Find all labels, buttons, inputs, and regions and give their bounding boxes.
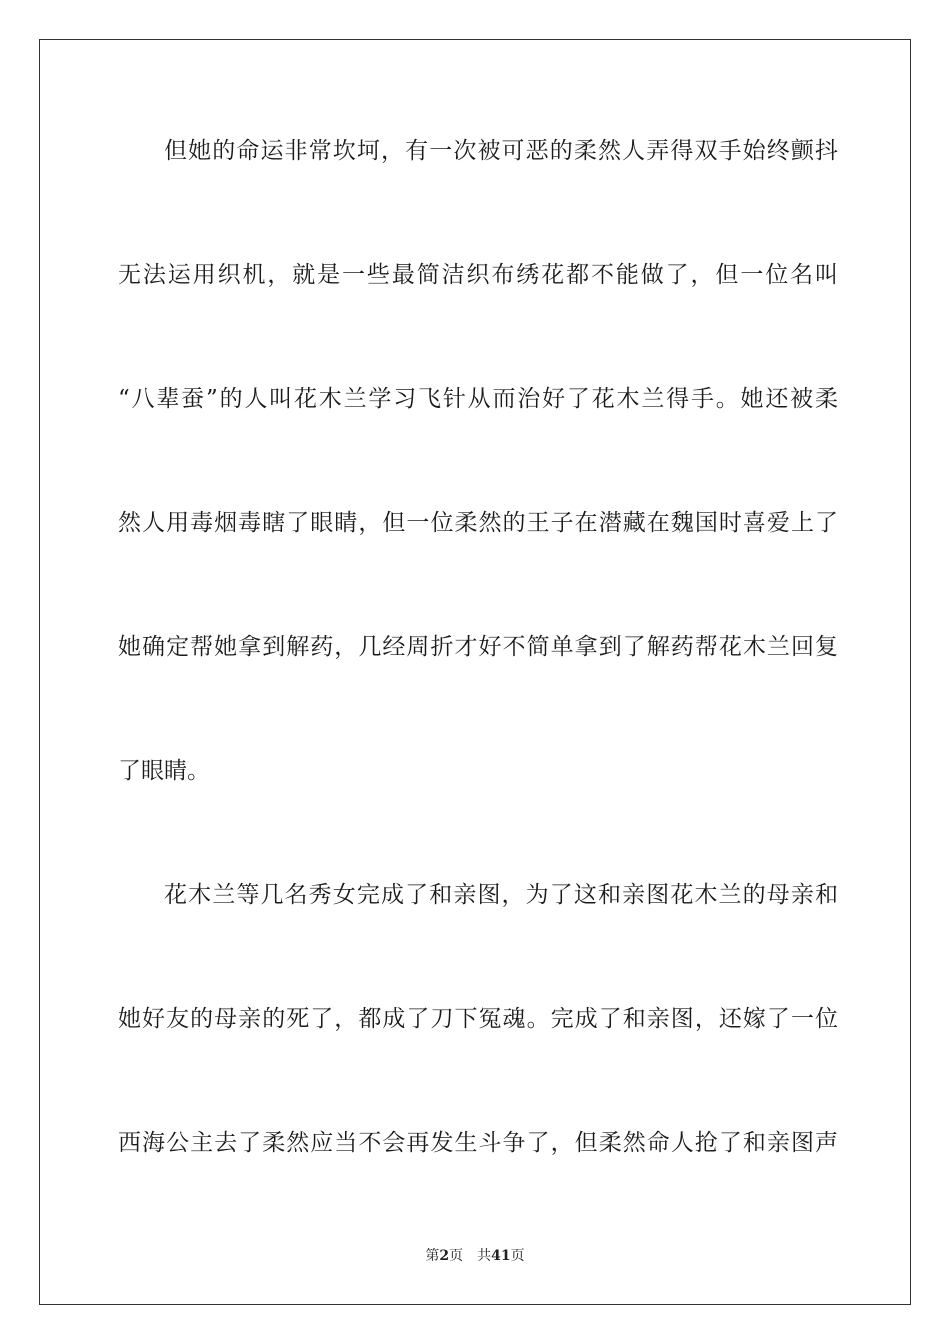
page-footer <box>0 1247 950 1265</box>
paragraph-2-line-1: 花木兰等几名秀女完成了和亲图，为了这和亲图花木兰的母亲和 <box>164 882 838 908</box>
paragraph-2-line-2: 她好友的母亲的死了，都成了刀下冤魂。完成了和亲图，还嫁了一位 <box>118 1006 838 1032</box>
total-pages: 41 <box>491 1248 511 1264</box>
paragraph-1-line-6: 了眼睛。 <box>118 758 210 784</box>
paragraph-1-line-4: 然人用毒烟毒瞎了眼睛，但一位柔然的王子在潜藏在魏国时喜爱上了 <box>118 510 838 536</box>
total-prefix: 共 <box>477 1248 492 1264</box>
paragraph-1-line-1: 但她的命运非常坎坷，有一次被可恶的柔然人弄得双手始终颤抖 <box>164 138 838 164</box>
total-suffix: 页 <box>510 1248 525 1264</box>
paragraph-1-line-2: 无法运用织机，就是一些最简洁织布绣花都不能做了，但一位名叫 <box>118 262 838 288</box>
paragraph-1-line-3: “八辈蚕”的人叫花木兰学习飞针从而治好了花木兰得手。她还被柔 <box>118 386 838 412</box>
page-number: 2 <box>439 1248 450 1264</box>
page-prefix: 第 <box>425 1248 440 1264</box>
page-suffix: 页 <box>449 1248 464 1264</box>
paragraph-2-line-3: 西海公主去了柔然应当不会再发生斗争了，但柔然命人抢了和亲图声 <box>118 1130 838 1156</box>
paragraph-1-line-5: 她确定帮她拿到解药，几经周折才好不简单拿到了解药帮花木兰回复 <box>118 634 838 660</box>
page-border <box>39 39 911 1305</box>
